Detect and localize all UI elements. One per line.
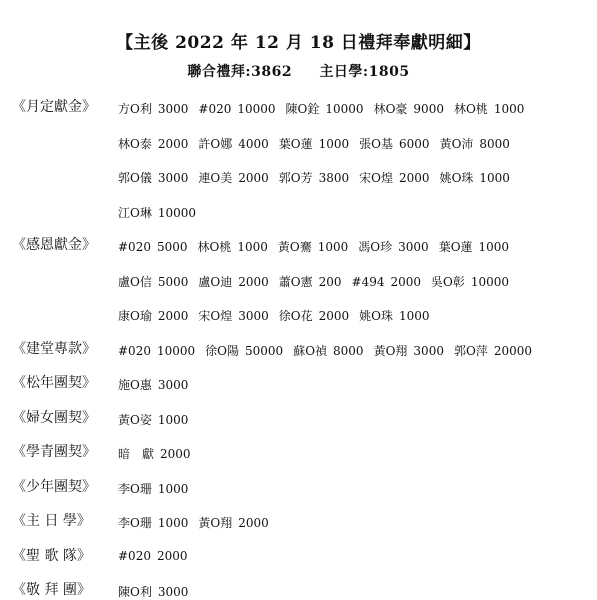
- page-title: 【主後 2022 年 12 月 18 日禮拜奉獻明細】: [116, 33, 481, 53]
- donor-name: 徐O陽: [205, 343, 239, 358]
- donation-line: [118, 307, 440, 324]
- section-label: 《少年團契》: [12, 478, 96, 495]
- donation-entry: [358, 238, 428, 255]
- donation-amount: 1000: [318, 136, 350, 151]
- donation-entry: [440, 135, 510, 152]
- section-label: 《松年團契》: [12, 375, 96, 391]
- donor-name: 吳O彰: [431, 274, 465, 289]
- donation-entry: [118, 480, 188, 497]
- donation-amount: 6000: [399, 136, 430, 151]
- donor-name: 宋O煌: [359, 171, 394, 185]
- donation-amount: 10000: [156, 343, 196, 358]
- donation-entry: [205, 342, 283, 359]
- donation-amount: 3000: [157, 171, 189, 185]
- donation-amount: 1000: [478, 240, 510, 254]
- section-label: 《學青團契》: [12, 444, 96, 460]
- donation-amount: 2000: [160, 447, 191, 461]
- donation-entry: [440, 169, 510, 186]
- donor-name: 姚O珠: [359, 309, 394, 323]
- donation-entry: [286, 100, 364, 117]
- donation-entry: [118, 135, 188, 152]
- donation-entry: [198, 102, 275, 116]
- donation-entry: [118, 240, 188, 254]
- donation-entry: [359, 169, 429, 186]
- donation-line: [118, 445, 201, 462]
- donation-line: [118, 411, 198, 428]
- donor-name: 馮O珍: [358, 240, 393, 254]
- donation-entry: [198, 169, 268, 186]
- section-label: 《婦女團契》: [12, 409, 96, 426]
- donor-name: 郭O芳: [278, 171, 313, 185]
- donation-entry: [279, 169, 349, 186]
- donation-line: [118, 204, 206, 221]
- donation-amount: 2000: [238, 274, 269, 289]
- donor-name: 江O琳: [118, 205, 152, 220]
- donation-amount: 3000: [157, 378, 189, 392]
- donation-amount: 2000: [157, 136, 189, 151]
- donation-amount: 1000: [237, 240, 268, 254]
- donor-name: 蘇O禎: [293, 343, 328, 358]
- donation-amount: 3800: [318, 171, 350, 185]
- donation-amount: 20000: [493, 343, 532, 358]
- donation-entry: [198, 307, 268, 324]
- donation-amount: 1000: [479, 171, 510, 185]
- donation-amount: 3000: [157, 102, 189, 116]
- donation-amount: 1000: [399, 309, 430, 323]
- donation-amount: 3000: [413, 343, 444, 358]
- donor-name: 姚O珠: [439, 171, 474, 185]
- donation-entry: [198, 514, 268, 531]
- donation-entry: [439, 238, 509, 255]
- donor-name: 黃O騫: [277, 240, 312, 254]
- donation-amount: 3000: [398, 240, 429, 254]
- donation-entry: [118, 204, 196, 221]
- donation-entry: [374, 342, 444, 359]
- donor-name: 張O基: [359, 136, 394, 151]
- donation-entry: [118, 411, 188, 428]
- donor-name: 葉O蓮: [438, 240, 473, 254]
- donation-entry: [359, 135, 429, 152]
- donation-entry: [198, 238, 268, 255]
- donation-line: [118, 100, 534, 117]
- donation-entry: [454, 342, 532, 359]
- donor-name: #020: [118, 240, 151, 254]
- donation-line: [118, 135, 520, 152]
- donation-entry: [374, 100, 444, 117]
- donor-name: #494: [351, 274, 385, 289]
- donation-amount: 2000: [318, 309, 350, 323]
- donor-name: 宋O煌: [198, 309, 233, 323]
- donor-name: 陳O利: [118, 585, 152, 599]
- donor-name: 暗 獻: [118, 447, 155, 461]
- donation-line: [118, 238, 519, 255]
- donation-entry: [359, 307, 429, 324]
- donation-line: [118, 169, 520, 186]
- donor-name: 盧O信: [118, 274, 152, 289]
- donation-amount: 10000: [157, 205, 197, 220]
- attendance-summary: [0, 61, 597, 81]
- donation-line: [118, 342, 542, 359]
- donation-entry: [278, 238, 348, 255]
- donation-amount: 3000: [157, 585, 189, 599]
- donation-entry: [118, 169, 188, 186]
- donation-amount: 10000: [237, 102, 276, 116]
- donation-amount: 1000: [493, 102, 525, 116]
- donor-name: 連O美: [198, 171, 233, 185]
- donation-entry: [352, 275, 422, 289]
- donation-entry: [198, 273, 268, 290]
- sunday-school-count: 主日學:1805: [319, 64, 410, 80]
- donation-amount: 5000: [156, 240, 188, 254]
- section-label: 《感恩獻金》: [12, 237, 96, 253]
- donation-entry: [118, 307, 188, 324]
- donation-amount: 200: [318, 274, 342, 289]
- donation-amount: 1000: [157, 412, 189, 427]
- section-label: 《敬 拜 團》: [12, 582, 91, 598]
- donor-name: 黃O沛: [439, 136, 474, 151]
- donation-line: [118, 514, 279, 531]
- donor-name: 黃O姿: [118, 412, 152, 427]
- section-label: 《月定獻金》: [12, 99, 96, 115]
- donation-entry: [118, 344, 195, 358]
- donor-name: 方O利: [118, 102, 152, 116]
- section-label: 《聖 歌 隊》: [12, 547, 91, 564]
- donor-name: 許O娜: [198, 136, 233, 151]
- donation-amount: 8000: [333, 343, 364, 358]
- donation-amount: 10000: [470, 274, 510, 289]
- donation-amount: 2000: [156, 548, 188, 563]
- donor-name: #020: [118, 548, 151, 563]
- donation-line: [118, 480, 198, 497]
- donation-amount: 50000: [245, 343, 284, 358]
- donation-amount: 2000: [238, 516, 269, 530]
- donation-entry: [279, 135, 349, 152]
- donation-entry: [118, 549, 188, 563]
- donation-entry: [431, 273, 509, 290]
- donation-amount: 9000: [413, 102, 444, 116]
- donation-line: [118, 549, 198, 563]
- donation-amount: 4000: [238, 136, 269, 151]
- donor-name: 林O桃: [453, 102, 488, 116]
- donor-name: 黃O翔: [198, 516, 233, 530]
- donation-entry: [454, 100, 524, 117]
- donor-name: 陳O銓: [285, 102, 320, 116]
- donor-name: 施O惠: [118, 378, 152, 392]
- donation-entry: [198, 135, 268, 152]
- donation-line: [118, 583, 198, 600]
- donation-amount: 2000: [399, 171, 430, 185]
- donation-entry: [118, 376, 188, 393]
- donation-entry: [118, 445, 191, 462]
- donation-entry: [118, 583, 188, 600]
- donor-name: 郭O萍: [453, 343, 488, 358]
- donor-name: 盧O迪: [198, 274, 233, 289]
- donation-amount: 8000: [479, 136, 510, 151]
- section-label: 《主 日 學》: [12, 513, 91, 529]
- donation-amount: 2000: [157, 309, 189, 323]
- donation-amount: 1000: [317, 240, 349, 254]
- donation-amount: 1000: [157, 516, 189, 530]
- donor-name: 康O瑜: [118, 309, 152, 323]
- donor-name: #020: [118, 343, 151, 358]
- donation-amount: 10000: [325, 102, 364, 116]
- donor-name: 林O豪: [373, 102, 408, 116]
- donation-amount: 3000: [238, 309, 269, 323]
- donor-name: 李O珊: [118, 481, 152, 496]
- donation-amount: 5000: [157, 274, 189, 289]
- donation-entry: [118, 514, 188, 531]
- donor-name: 徐O花: [278, 309, 313, 323]
- donation-amount: 1000: [157, 481, 189, 496]
- donation-amount: 2000: [238, 171, 269, 185]
- joint-worship-count: 聯合禮拜:3862: [187, 64, 293, 80]
- donor-name: 葉O蓮: [278, 136, 313, 151]
- donation-entry: [279, 307, 349, 324]
- section-label: 《建堂專款》: [12, 340, 96, 357]
- donor-name: #020: [198, 102, 232, 116]
- donor-name: 林O泰: [118, 136, 152, 151]
- donation-line: [118, 273, 519, 290]
- donation-entry: [118, 100, 188, 117]
- donation-entry: [118, 273, 188, 290]
- donor-name: 蕭O憲: [278, 274, 313, 289]
- donor-name: 林O桃: [197, 240, 232, 254]
- donor-name: 郭O儀: [118, 171, 152, 185]
- donation-amount: 2000: [390, 274, 422, 289]
- donor-name: 李O珊: [118, 516, 152, 530]
- donation-entry: [293, 342, 363, 359]
- donation-entry: [279, 273, 342, 290]
- donation-line: [118, 376, 198, 393]
- donor-name: 黃O翔: [373, 343, 408, 358]
